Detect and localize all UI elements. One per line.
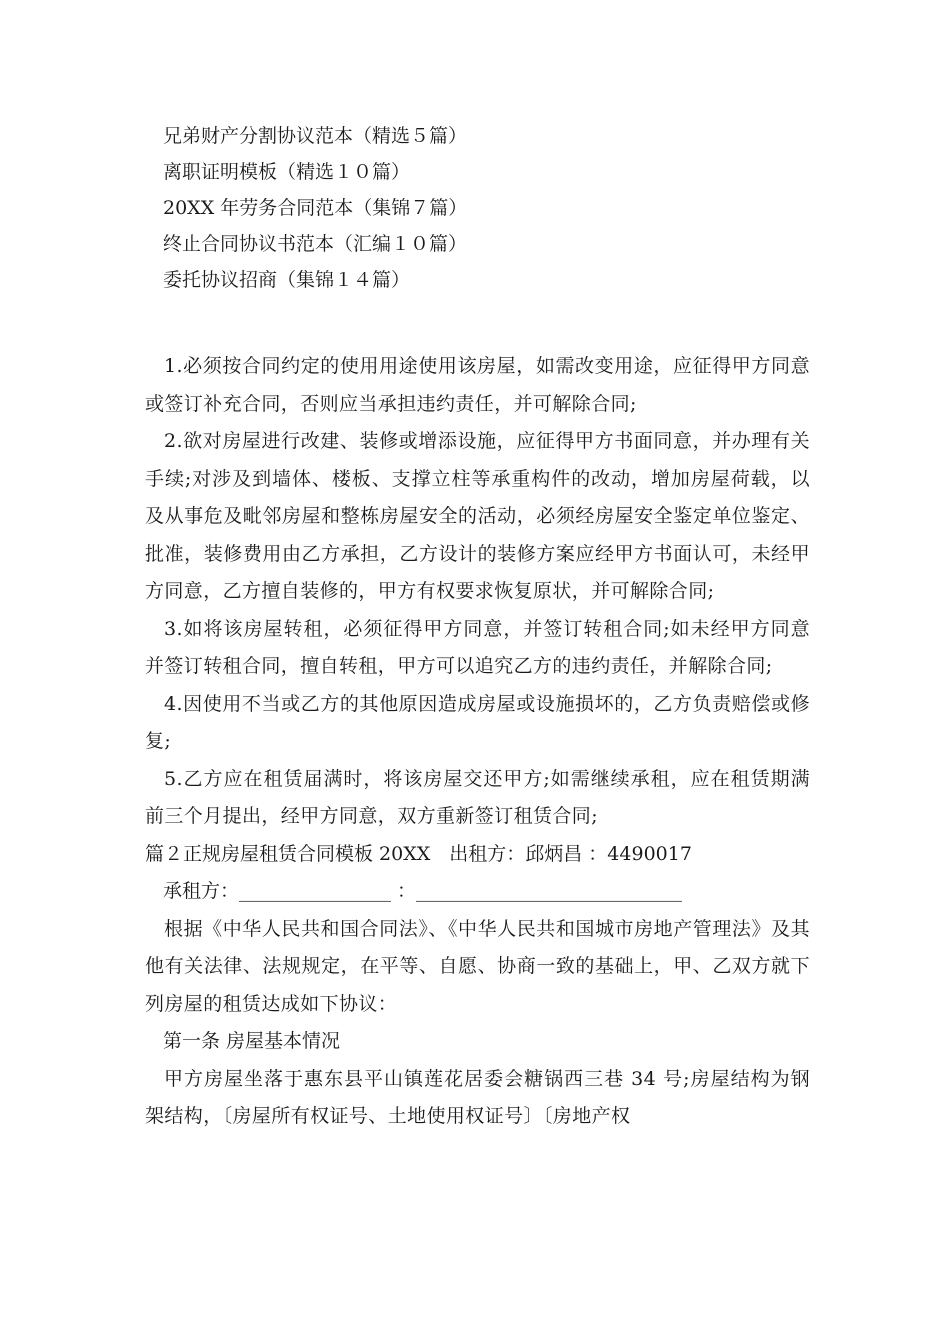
clause-3: 3.如将该房屋转租，必须征得甲方同意，并签订转租合同;如未经甲方同意并签订转租合同，擅自转租，甲方可以追究乙方的违约责任，并解除合同; [145, 617, 810, 677]
related-article-link[interactable]: 20XX 年劳务合同范本（集锦７篇） [163, 197, 468, 219]
clause-1: 1.必须按合同约定的使用用途使用该房屋，如需改变用途，应征得甲方同意或签订补充合同，否则应当承担违约责任，并可解除合同; [145, 355, 810, 415]
clause-5: 5.乙方应在租赁届满时，将该房屋交还甲方;如需继续承租，应在租赁期满前三个月提出，经甲方同意，双方重新签订租赁合同; [145, 767, 810, 827]
article-body: 甲方房屋坐落于惠东县平山镇莲花居委会糖锅西三巷 34 号;房屋结构为钢架结构，〔房屋所有权证号、土地使用权证号〕〔房地产权 [145, 1067, 810, 1127]
preamble-paragraph: 根据《中华人民共和国合同法》、《中华人民共和国城市房地产管理法》及其他有关法律、法规规定，在平等、自愿、协商一致的基础上，甲、乙双方就下列房屋的租赁达成如下协议： [145, 917, 810, 1015]
related-articles-list [145, 118, 810, 298]
article-title: 第一条 房屋基本情况 [163, 1030, 341, 1052]
related-article-link[interactable]: 委托协议招商（集锦１４篇） [163, 269, 411, 291]
related-article-link[interactable]: 兄弟财产分割协议范本（精选５篇） [163, 125, 468, 147]
spacer [145, 298, 810, 348]
clause-2: 2.欲对房屋进行改建、装修或增添设施，应征得甲方书面同意，并办理有关手续;对涉及到墙体、楼板、支撑立柱等承重构件的改动，增加房屋荷载，以及从事危及毗邻房屋和整栋房屋安全的活动，必须经房屋安全鉴定单位鉴定、批准，装修费用由乙方承担，乙方设计的装修方案应经甲方书面认可，未经甲方同意，乙方擅自装修的，甲方有权要求恢复原状，并可解除合同; [145, 430, 810, 602]
document-page [145, 118, 810, 1136]
section-heading: 篇２正规房屋租赁合同模板 20XX 出租方：邱炳昌 ：4490017 [145, 842, 692, 865]
lessee-line: 承租方：________________ ：____________________________ [163, 880, 683, 902]
clause-4: 4.因使用不当或乙方的其他原因造成房屋或设施损坏的，乙方负责赔偿或修复; [145, 692, 810, 752]
related-article-link[interactable]: 终止合同协议书范本（汇编１０篇） [163, 233, 468, 255]
related-article-link[interactable]: 离职证明模板（精选１０篇） [163, 161, 411, 183]
